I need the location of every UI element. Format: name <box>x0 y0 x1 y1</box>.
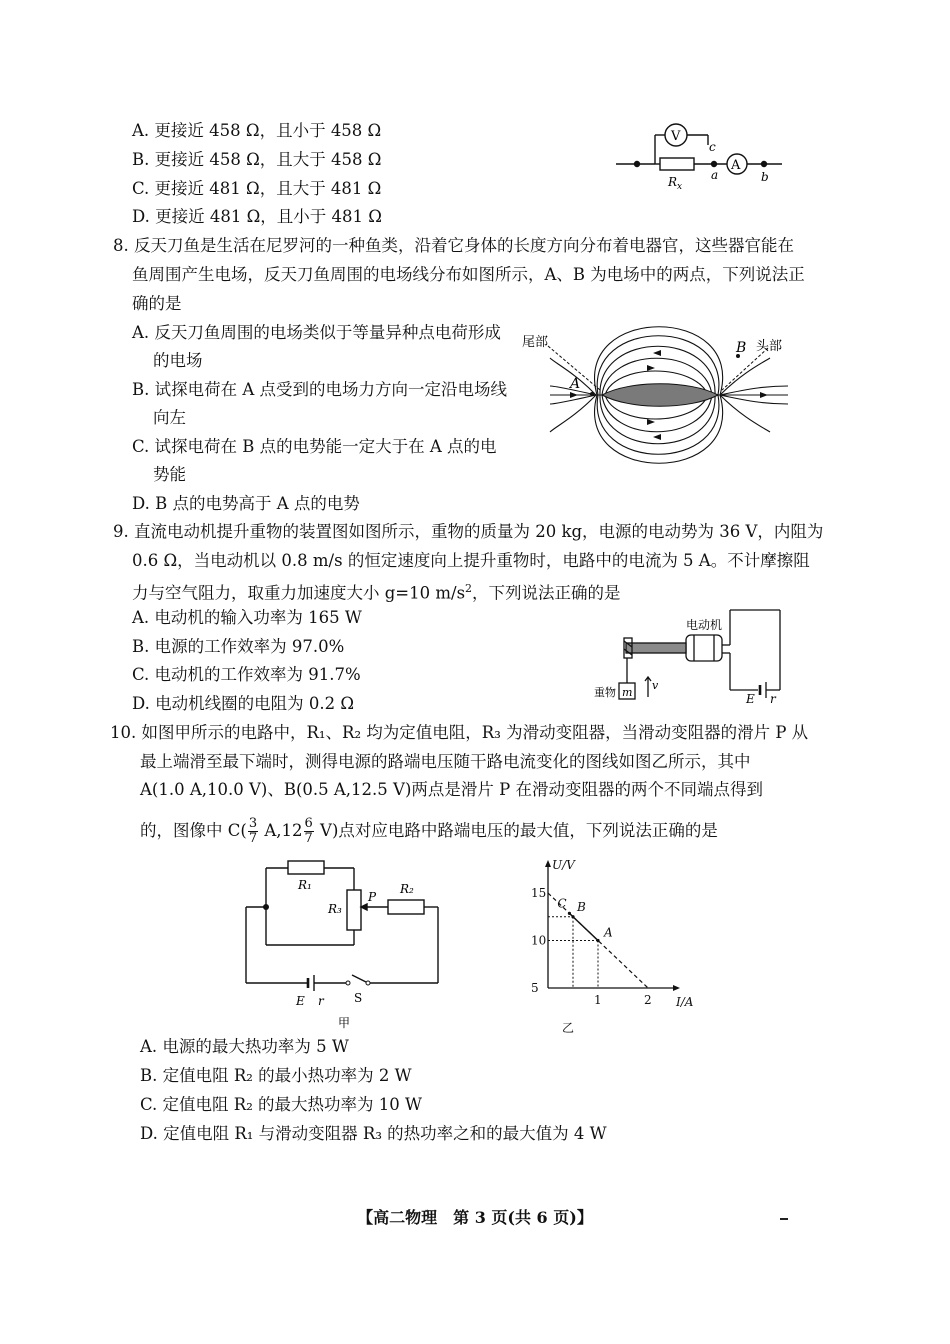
q8-option-b-line2: 向左 <box>153 408 186 427</box>
q9-stem-line1: 9. 直流电动机提升重物的装置图如图所示，重物的质量为 20 kg，电源的电动势为 36 V，内阻为 <box>113 522 824 541</box>
ammeter-label: A <box>731 158 741 173</box>
internal-r-label: r <box>770 692 776 706</box>
q8-stem-line1: 8. 反天刀鱼是生活在尼罗河的一种鱼类，沿着它身体的长度方向分布着电器官，这些器官能在 <box>113 236 794 255</box>
x-tick-label-2: 2 <box>644 993 652 1007</box>
rx-subscript: x <box>677 182 683 192</box>
emf-label: E <box>746 692 755 706</box>
point-b-label: B <box>736 340 747 356</box>
point-B <box>571 915 574 918</box>
q9-option-b: B. 电源的工作效率为 97.0% <box>132 637 345 656</box>
weight-label: 重物 <box>594 686 616 699</box>
q10-option-a: A. 电源的最大热功率为 5 W <box>140 1037 349 1056</box>
q10-stem-line1: 10. 如图甲所示的电路中，R₁、R₂ 均为定值电阻，R₃ 为滑动变阻器，当滑动变阻器的滑片 P 从 <box>110 723 809 742</box>
r2-label: R₂ <box>400 882 414 896</box>
q9-stem-line3: 力与空气阻力，取重力加速度大小 g=10 $m/s^2$，下列说法正确的是 <box>132 582 621 603</box>
switch-s-label: S <box>354 991 363 1005</box>
q10-option-b: B. 定值电阻 R₂ 的最小热功率为 2 W <box>140 1066 412 1085</box>
y-axis-arrow <box>545 860 551 867</box>
q9-option-d: D. 电动机线圈的电阻为 0.2 Ω <box>132 694 355 713</box>
r1-label: R₁ <box>298 878 312 892</box>
caption-yi: 乙 <box>562 1021 575 1035</box>
q9-stem-line2: 0.6 Ω，当电动机以 0.8 m/s 的恒定速度向上提升重物时，电路中的电流为 5 A。不计摩擦阻 <box>132 551 810 570</box>
point-a-label: A <box>570 376 581 392</box>
terminal-b-label: b <box>761 170 769 184</box>
q8-option-c-line2: 势能 <box>153 465 186 484</box>
y-tick-label-15: 15 <box>531 886 547 900</box>
emf-e-label: E <box>296 994 305 1008</box>
svg-text:Rx <box>667 175 682 192</box>
q9-option-c: C. 电动机的工作效率为 91.7% <box>132 665 361 684</box>
mass-label: m <box>622 686 633 699</box>
y-tick-label-10: 10 <box>531 933 547 948</box>
velocity-label: v <box>652 679 659 692</box>
q10-stem-line2: 最上端滑至最下端时，测得电源的路端电压随干路电流变化的图线如图乙所示，其中 <box>140 752 751 771</box>
motor-label: 电动机 <box>686 618 723 632</box>
q7-circuit-figure <box>610 115 790 195</box>
q8-option-c-line1: C. 试探电荷在 B 点的电势能一定大于在 A 点的电 <box>132 437 497 456</box>
corner-mark <box>780 1218 788 1220</box>
voltmeter-label: V <box>671 129 681 144</box>
rx-label: R <box>668 175 678 189</box>
point-A <box>596 939 599 942</box>
point-label-C: C <box>557 896 567 911</box>
q7-option-c: C. 更接近 481 Ω，且大于 481 Ω <box>132 179 382 198</box>
x-tick-label-1: 1 <box>594 993 602 1007</box>
tail-label: 尾部 <box>522 335 549 350</box>
q8-stem-line3: 确的是 <box>132 294 182 313</box>
q10-ui-graph <box>500 858 694 1035</box>
caption-jia: 甲 <box>338 1016 351 1030</box>
q8-stem-line2: 鱼周围产生电场，反天刀鱼周围的电场线分布如图所示，A、B 为电场中的两点，下列说法正 <box>132 265 805 284</box>
y-tick-label-5: 5 <box>531 981 539 995</box>
q10-circuit-figure <box>240 855 450 1035</box>
page-footer: 【高二物理 第 3 页(共 6 页)】 <box>357 1208 593 1227</box>
head-label: 头部 <box>756 339 783 354</box>
terminal-c-label: c <box>709 140 716 154</box>
q10-stem-line4: 的，图像中 C( $\frac{3}{7}$ A,12 $\frac{6}{7}$ V)点对应电路中路端电压的最大值，下列说法正确的是 <box>140 816 718 846</box>
q8-option-b-line1: B. 试探电荷在 A 点受到的电场力方向一定沿电场线 <box>132 380 508 399</box>
point-label-A: A <box>604 925 613 940</box>
q10-stem-line3: A(1.0 A,10.0 V)、B(0.5 A,12.5 V)两点是滑片 P 在滑动变阻器的两个不同端点得到 <box>140 780 763 799</box>
q7-option-b: B. 更接近 458 Ω，且大于 458 Ω <box>132 150 382 169</box>
q8-field-figure <box>520 318 795 473</box>
q7-option-d: D. 更接近 481 Ω，且小于 481 Ω <box>132 207 382 226</box>
r3-label: R₃ <box>328 902 342 916</box>
q7-option-a: A. 更接近 458 Ω，且小于 458 Ω <box>132 121 382 140</box>
slider-p-label: P <box>368 890 377 904</box>
q8-option-a-line1: A. 反天刀鱼周围的电场类似于等量异种点电荷形成 <box>132 323 501 342</box>
y-axis-label: U/V <box>552 858 575 872</box>
internal-r-label: r <box>318 994 324 1008</box>
q10-option-c: C. 定值电阻 R₂ 的最大热功率为 10 W <box>140 1095 422 1114</box>
point-label-B: B <box>577 899 586 914</box>
q9-option-a: A. 电动机的输入功率为 165 W <box>132 608 362 627</box>
point-C <box>568 912 571 915</box>
x-axis-arrow <box>673 985 680 991</box>
q8-option-d: D. B 点的电势高于 A 点的电势 <box>132 494 360 513</box>
q9-motor-figure <box>590 605 790 705</box>
q8-option-a-line2: 的电场 <box>153 351 203 370</box>
terminal-a-label: a <box>711 168 719 182</box>
q10-option-d: D. 定值电阻 R₁ 与滑动变阻器 R₃ 的热功率之和的最大值为 4 W <box>140 1124 607 1143</box>
x-axis-label: I/A <box>676 995 694 1009</box>
